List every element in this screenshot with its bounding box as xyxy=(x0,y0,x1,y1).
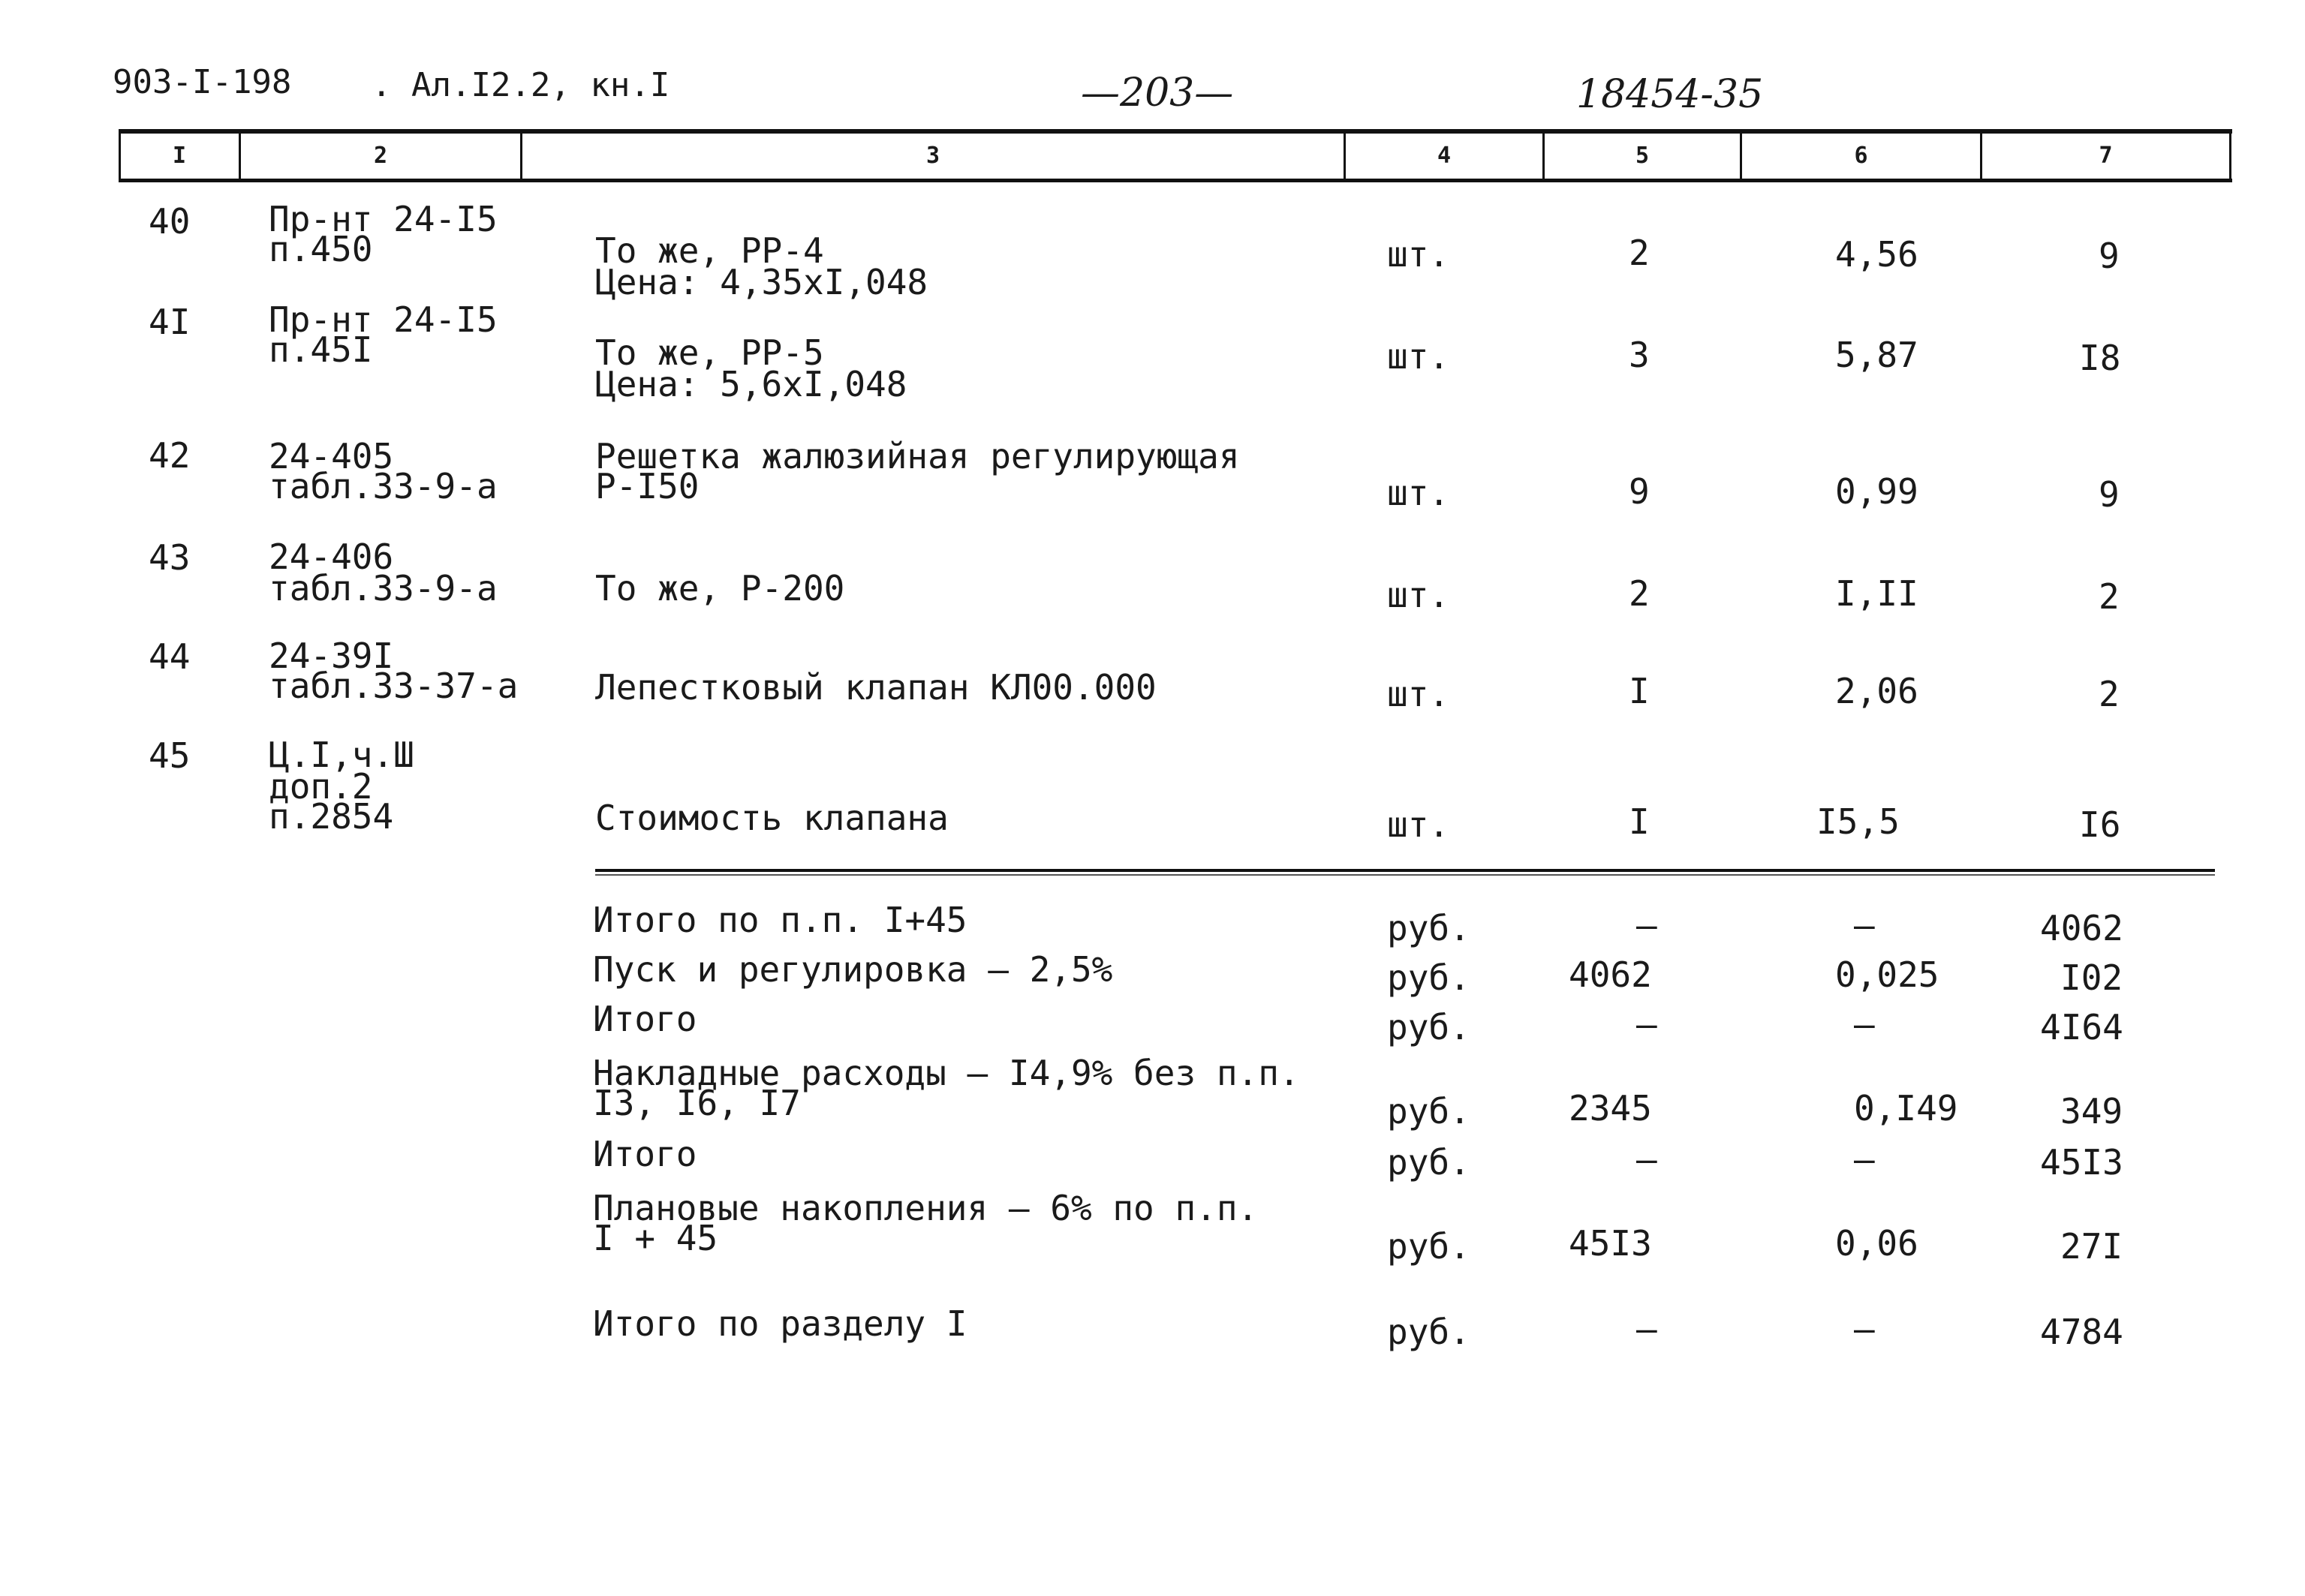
row-unit: шт. xyxy=(1387,674,1450,714)
row-price: 0,99 xyxy=(1835,471,1918,512)
summary-unit: руб. xyxy=(1387,1142,1470,1183)
summary-price: – xyxy=(1854,1139,1875,1180)
row-quantity: 2 xyxy=(1629,233,1650,273)
summary-quantity: – xyxy=(1636,1309,1657,1349)
summary-total: I02 xyxy=(2060,957,2123,998)
summary-total: 27I xyxy=(2060,1226,2123,1267)
column-header: 6 xyxy=(1854,143,1868,169)
column-header: 3 xyxy=(925,143,940,169)
row-quantity: 2 xyxy=(1629,573,1650,614)
header-top-rule xyxy=(119,129,2232,134)
summary-quantity: – xyxy=(1636,1004,1657,1044)
summary-quantity: 4062 xyxy=(1569,954,1652,995)
row-description: То же, Р-200 xyxy=(595,568,845,609)
column-header: 4 xyxy=(1437,143,1452,169)
doc-code: 903-I-198 xyxy=(113,63,292,101)
summary-description: Плановые накопления – 6% по п.п. xyxy=(593,1188,1259,1228)
summary-price: – xyxy=(1854,905,1875,945)
row-total: I8 xyxy=(2079,338,2121,378)
summary-description: Итого по разделу I xyxy=(593,1303,967,1344)
summary-quantity: 45I3 xyxy=(1569,1223,1652,1264)
summary-price: 0,06 xyxy=(1835,1223,1918,1264)
summary-description: Пуск и регулировка – 2,5% xyxy=(593,949,1113,990)
row-price: I,II xyxy=(1835,573,1918,614)
row-number: 42 xyxy=(149,435,191,476)
row-number: 44 xyxy=(149,636,191,677)
column-header: I xyxy=(172,143,187,169)
row-unit: шт. xyxy=(1387,575,1450,615)
row-quantity: 3 xyxy=(1629,335,1650,375)
summary-quantity: – xyxy=(1636,1139,1657,1180)
summary-total: 349 xyxy=(2060,1091,2123,1132)
row-description: Лепестковый клапан КЛ00.000 xyxy=(595,667,1157,708)
summary-total: 4I64 xyxy=(2040,1007,2123,1047)
summary-price: 0,I49 xyxy=(1854,1088,1958,1129)
summary-description: Итого xyxy=(593,1134,697,1174)
row-reference: 24-405 xyxy=(269,436,394,476)
row-description: Цена: 4,35хI,048 xyxy=(595,262,928,302)
row-price: 5,87 xyxy=(1835,335,1918,375)
summary-total: 45I3 xyxy=(2040,1142,2123,1183)
summary-unit: руб. xyxy=(1387,1312,1470,1352)
summary-description: Итого xyxy=(593,999,697,1039)
totals-separator xyxy=(595,869,2215,872)
column-header: 7 xyxy=(2099,143,2113,169)
row-reference: табл.33-37-а xyxy=(269,666,519,706)
summary-description: I + 45 xyxy=(593,1218,718,1258)
row-description: Стоимость клапана xyxy=(595,798,949,838)
summary-price: 0,025 xyxy=(1835,954,1939,995)
row-reference: доп.2 xyxy=(269,766,373,807)
totals-separator xyxy=(595,874,2215,876)
row-reference: 24-39I xyxy=(269,636,394,676)
row-price: 2,06 xyxy=(1835,671,1918,711)
row-description: Р-I50 xyxy=(595,466,700,506)
column-divider xyxy=(2229,129,2231,182)
row-unit: шт. xyxy=(1387,804,1450,845)
row-number: 4I xyxy=(149,302,191,342)
row-total: 2 xyxy=(2099,576,2120,617)
row-total: 9 xyxy=(2099,236,2120,276)
summary-price: – xyxy=(1854,1309,1875,1349)
summary-unit: руб. xyxy=(1387,957,1470,998)
row-reference: табл.33-9-а xyxy=(269,568,498,609)
summary-unit: руб. xyxy=(1387,1007,1470,1047)
row-reference: Пр-нт 24-I5 xyxy=(269,299,498,340)
row-number: 43 xyxy=(149,537,191,578)
row-reference: 24-406 xyxy=(269,537,394,577)
summary-quantity: – xyxy=(1636,905,1657,945)
row-number: 40 xyxy=(149,201,191,242)
row-reference: п.45I xyxy=(269,329,373,370)
row-description: Цена: 5,6хI,048 xyxy=(595,364,907,404)
summary-description: Итого по п.п. I+45 xyxy=(593,900,967,940)
archive-number: 18454-35 xyxy=(1576,72,1764,117)
row-total: I6 xyxy=(2079,804,2121,845)
row-total: 2 xyxy=(2099,674,2120,714)
row-reference: Пр-нт 24-I5 xyxy=(269,199,498,239)
row-unit: шт. xyxy=(1387,234,1450,275)
summary-description: I3, I6, I7 xyxy=(593,1083,801,1123)
summary-unit: руб. xyxy=(1387,1226,1470,1267)
row-unit: шт. xyxy=(1387,473,1450,513)
row-reference: Ц.I,ч.Ш xyxy=(269,735,414,775)
row-reference: табл.33-9-а xyxy=(269,466,498,506)
summary-description: Накладные расходы – I4,9% без п.п. xyxy=(593,1053,1300,1093)
row-quantity: I xyxy=(1629,671,1650,711)
summary-quantity: 2345 xyxy=(1569,1088,1652,1129)
row-description: Решетка жалюзийная регулирующая xyxy=(595,436,1240,476)
summary-total: 4784 xyxy=(2040,1312,2123,1352)
column-header: 5 xyxy=(1635,143,1650,169)
row-quantity: I xyxy=(1629,801,1650,842)
row-reference: п.450 xyxy=(269,229,373,269)
column-header: 2 xyxy=(373,143,388,169)
album-reference: . Ал.I2.2, кн.I xyxy=(372,66,670,104)
summary-unit: руб. xyxy=(1387,1091,1470,1132)
row-description: То же, РР-5 xyxy=(595,332,824,373)
header-bottom-rule xyxy=(119,179,2232,182)
row-price: 4,56 xyxy=(1835,234,1918,275)
row-reference: п.2854 xyxy=(269,796,394,837)
row-description: То же, РР-4 xyxy=(595,230,824,271)
page-number: —203— xyxy=(1081,71,1234,116)
row-price: I5,5 xyxy=(1816,801,1900,842)
summary-unit: руб. xyxy=(1387,908,1470,948)
row-total: 9 xyxy=(2099,474,2120,515)
row-number: 45 xyxy=(149,735,191,776)
row-unit: шт. xyxy=(1387,336,1450,377)
summary-price: – xyxy=(1854,1004,1875,1044)
row-quantity: 9 xyxy=(1629,471,1650,512)
summary-total: 4062 xyxy=(2040,908,2123,948)
